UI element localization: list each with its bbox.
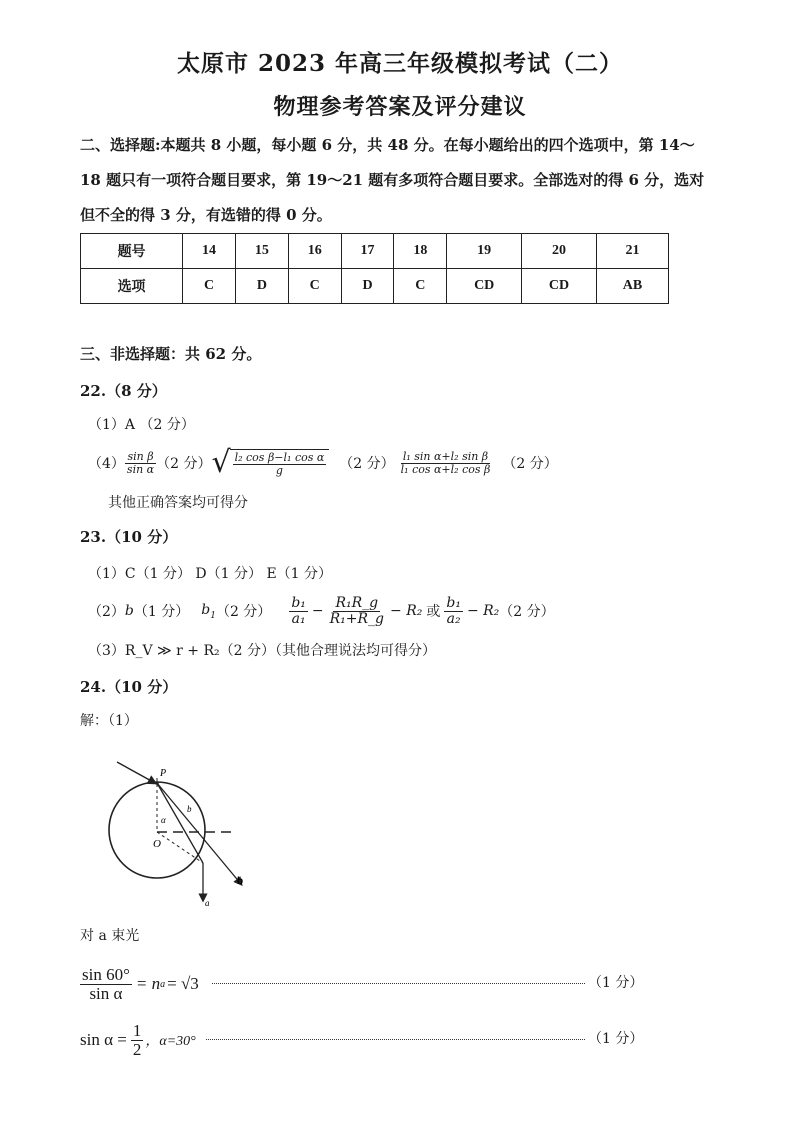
- fraction-numerator: 1: [132, 1020, 142, 1040]
- fraction-b1-a1: [289, 596, 308, 626]
- equation-refractive-index: [80, 960, 199, 1008]
- row-label-option: 选项: [81, 269, 183, 304]
- fraction-numerator: R₁R_g: [335, 594, 379, 611]
- fraction-numerator: b₁: [446, 594, 461, 611]
- section2-line-2: 18 题只有一项符合题目要求，第 19～21 题有多项符合题目要求。全部选对的得 6 分，选对: [80, 171, 705, 189]
- answer-cell: AB: [596, 269, 668, 304]
- symbol-b1-base: b: [201, 601, 211, 618]
- q23-part2-label: （2）: [88, 604, 125, 620]
- fraction-numerator: l₁ sin α+l₂ sin β: [402, 449, 489, 463]
- question-number: 20: [522, 234, 597, 269]
- beam-a-text: 对 a 束光: [80, 928, 140, 944]
- score: （2 分）: [502, 456, 558, 472]
- fraction-denominator: l₁ cos α+l₂ cos β: [400, 462, 491, 476]
- section2-line-3: 但不全的得 3 分，有选错的得 0 分。: [80, 206, 332, 224]
- score: （2 分）: [339, 456, 395, 472]
- score: （2 分）: [215, 604, 272, 620]
- dotted-leader: [212, 983, 585, 984]
- question-number: 14: [183, 234, 236, 269]
- answer-cell: C: [183, 269, 236, 304]
- q22-part4-label: （4）: [88, 456, 125, 472]
- label-alpha: α: [161, 815, 166, 825]
- fraction-denominator: R₁+R_g: [329, 610, 385, 627]
- answer-cell: C: [288, 269, 341, 304]
- question-number: 19: [447, 234, 522, 269]
- fraction-under-root: [233, 452, 327, 476]
- radical-sign: √: [211, 445, 231, 480]
- eq2-tail: ，α=30°: [145, 1034, 196, 1049]
- fraction-denominator: sin α: [126, 462, 155, 476]
- fraction-parallel-resistance: [328, 596, 386, 626]
- minus-r2: − R₂: [466, 603, 500, 619]
- answer-cell: D: [341, 269, 394, 304]
- answer-subtitle: 物理参考答案及评分建议: [273, 94, 527, 120]
- score: （2 分）: [499, 604, 555, 620]
- fraction-numerator: sin 60°: [82, 964, 130, 984]
- fraction-one-half: [131, 1022, 144, 1059]
- question-number: 15: [235, 234, 288, 269]
- eq1-score: （1 分）: [588, 975, 644, 991]
- symbol-b: b: [124, 603, 134, 619]
- refraction-diagram: [95, 750, 265, 910]
- point-p: [155, 781, 159, 785]
- row-label-question: 题号: [81, 234, 183, 269]
- fraction-denominator: a₂: [446, 610, 461, 627]
- answer-cell: CD: [522, 269, 597, 304]
- q23-part3: （3）R_V ≫ r + R₂（2 分）（其他合理说法均可得分）: [88, 643, 436, 659]
- dotted-leader: [206, 1039, 585, 1040]
- fraction-tan-expression: [399, 451, 493, 475]
- minus-r2: − R₂: [390, 603, 423, 619]
- symbol-b1: [201, 602, 216, 621]
- fraction-b1-a2: [444, 596, 463, 626]
- q22-note: 其他正确答案均可得分: [108, 495, 248, 511]
- fraction-sin-ratio: [125, 451, 156, 475]
- sqrt-expression: [211, 445, 329, 480]
- question-number: 17: [341, 234, 394, 269]
- fraction-snell: [80, 966, 132, 1003]
- q23-heading: 23.（10 分）: [80, 528, 178, 546]
- label-a-end: a: [205, 898, 210, 908]
- eq2-score: （1 分）: [588, 1031, 644, 1047]
- score: （2 分）: [156, 456, 212, 472]
- eq1-tail: = √3: [167, 974, 199, 993]
- q23-part2: [88, 592, 555, 630]
- incident-ray: [117, 762, 155, 783]
- ray-b: [157, 783, 241, 884]
- q22-heading: 22.（8 分）: [80, 382, 167, 400]
- fraction-denominator: sin α: [89, 983, 123, 1003]
- or-text: 或: [426, 604, 441, 620]
- answer-cell: C: [394, 269, 447, 304]
- table-row-questions: [81, 234, 669, 269]
- fraction-numerator: b₁: [291, 594, 306, 611]
- minus-sign: −: [311, 603, 324, 619]
- q24-solve: 解：（1）: [80, 713, 138, 729]
- label-b-mid: b: [187, 804, 192, 814]
- question-number: 21: [596, 234, 668, 269]
- answer-cell: CD: [447, 269, 522, 304]
- label-b-end: b: [237, 876, 244, 887]
- fraction-denominator: 2: [132, 1039, 142, 1059]
- question-number: 18: [394, 234, 447, 269]
- fraction-numerator: sin β: [127, 449, 154, 463]
- eq1-rhs: = n: [135, 974, 161, 993]
- section3-heading: 三、非选择题：共 62 分。: [80, 345, 262, 363]
- equation-sin-alpha: [80, 1016, 196, 1064]
- answer-cell: D: [235, 269, 288, 304]
- q24-heading: 24.（10 分）: [80, 678, 178, 696]
- q22-part1: （1）A （2 分）: [88, 417, 195, 433]
- question-number: 16: [288, 234, 341, 269]
- label-o: O: [153, 838, 161, 850]
- eq2-lhs: sin α =: [80, 1030, 127, 1049]
- fraction-denominator: a₁: [291, 610, 306, 627]
- score: （1 分）: [133, 604, 190, 620]
- fraction-denominator: g: [275, 464, 283, 477]
- symbol-b1-subscript: 1: [210, 610, 216, 621]
- answer-table: [80, 233, 669, 304]
- section2-line-1: 二、选择题:本题共 8 小题，每小题 6 分，共 48 分。在每小题给出的四个选项中，第 14～: [80, 136, 695, 154]
- q22-part4: [88, 445, 558, 480]
- exam-title: 太原市 2023 年高三年级模拟考试（二）: [176, 50, 624, 77]
- table-row-answers: [81, 269, 669, 304]
- q23-part1: （1）C（1 分） D（1 分） E（1 分）: [88, 566, 333, 582]
- fraction-numerator: l₂ cos β−l₁ cos α: [234, 451, 325, 465]
- eq1-subscript: a: [160, 978, 166, 990]
- label-p: P: [160, 768, 167, 779]
